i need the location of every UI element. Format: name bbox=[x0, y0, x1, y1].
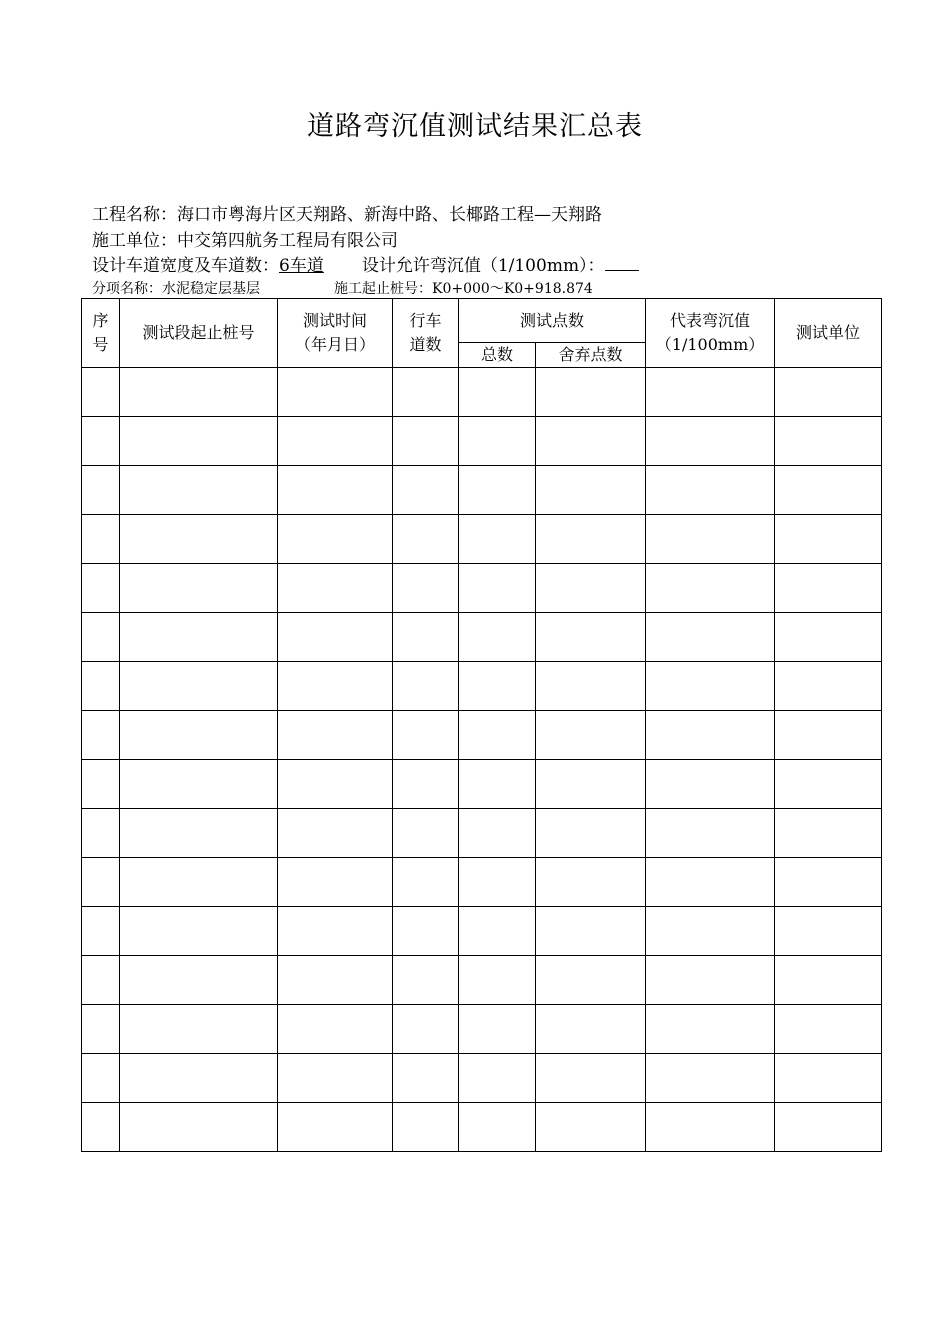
table-cell[interactable] bbox=[536, 711, 646, 760]
table-cell[interactable] bbox=[120, 858, 278, 907]
table-cell[interactable] bbox=[393, 368, 459, 417]
table-cell[interactable] bbox=[82, 417, 120, 466]
lanes-label: 设计车道宽度及车道数： bbox=[92, 256, 279, 276]
table-cell[interactable] bbox=[646, 368, 775, 417]
table-cell[interactable] bbox=[393, 466, 459, 515]
table-cell[interactable] bbox=[120, 1103, 278, 1152]
table-cell[interactable] bbox=[646, 956, 775, 1005]
header-rep-line2: （1/100mm） bbox=[655, 335, 765, 354]
table-cell[interactable] bbox=[459, 907, 536, 956]
header-seq bbox=[82, 299, 120, 368]
header-seq-line1: 序 bbox=[92, 311, 109, 330]
header-points-discard: 舍弃点数 bbox=[536, 343, 646, 368]
contractor-line bbox=[92, 226, 398, 251]
header-unit: 测试单位 bbox=[775, 299, 882, 368]
header-lane bbox=[393, 299, 459, 368]
table-cell[interactable] bbox=[459, 1054, 536, 1103]
table-cell[interactable] bbox=[775, 368, 882, 417]
table-cell[interactable] bbox=[646, 564, 775, 613]
table-row bbox=[82, 1005, 882, 1054]
table-cell[interactable] bbox=[775, 466, 882, 515]
table-row bbox=[82, 417, 882, 466]
header-seq-line2: 号 bbox=[92, 335, 109, 354]
table-row bbox=[82, 711, 882, 760]
table-cell[interactable] bbox=[120, 417, 278, 466]
table-cell[interactable] bbox=[393, 515, 459, 564]
table-cell[interactable] bbox=[775, 956, 882, 1005]
table-row bbox=[82, 368, 882, 417]
table-cell[interactable] bbox=[459, 515, 536, 564]
table-cell[interactable] bbox=[646, 907, 775, 956]
table-cell[interactable] bbox=[278, 907, 393, 956]
table-cell[interactable] bbox=[393, 760, 459, 809]
table-cell[interactable] bbox=[278, 368, 393, 417]
table-row bbox=[82, 1054, 882, 1103]
table-cell[interactable] bbox=[120, 956, 278, 1005]
table-cell[interactable] bbox=[459, 809, 536, 858]
contractor-value: 中交第四航务工程局有限公司 bbox=[177, 231, 398, 251]
table-row bbox=[82, 760, 882, 809]
table-cell[interactable] bbox=[775, 907, 882, 956]
table-cell[interactable] bbox=[646, 1103, 775, 1152]
table-cell[interactable] bbox=[82, 1054, 120, 1103]
table-cell[interactable] bbox=[646, 711, 775, 760]
table-cell[interactable] bbox=[536, 564, 646, 613]
table-row bbox=[82, 956, 882, 1005]
table-cell[interactable] bbox=[646, 760, 775, 809]
table-cell[interactable] bbox=[775, 809, 882, 858]
table-cell[interactable] bbox=[646, 662, 775, 711]
table-body bbox=[82, 368, 882, 1152]
table-cell[interactable] bbox=[459, 858, 536, 907]
header-rep-line1: 代表弯沉值 bbox=[670, 311, 751, 330]
table-cell[interactable] bbox=[120, 368, 278, 417]
table-cell[interactable] bbox=[82, 564, 120, 613]
table-cell[interactable] bbox=[775, 711, 882, 760]
table-cell[interactable] bbox=[278, 711, 393, 760]
table-row bbox=[82, 907, 882, 956]
table-cell[interactable] bbox=[278, 662, 393, 711]
table-cell[interactable] bbox=[646, 858, 775, 907]
header-lane-line2: 道数 bbox=[409, 335, 442, 354]
table-cell[interactable] bbox=[82, 711, 120, 760]
table-cell[interactable] bbox=[536, 466, 646, 515]
table-cell[interactable] bbox=[393, 956, 459, 1005]
table-cell[interactable] bbox=[459, 564, 536, 613]
table-row bbox=[82, 515, 882, 564]
table-cell[interactable] bbox=[459, 1005, 536, 1054]
table-cell[interactable] bbox=[393, 858, 459, 907]
table-cell[interactable] bbox=[278, 858, 393, 907]
table-cell[interactable] bbox=[82, 613, 120, 662]
table-cell[interactable] bbox=[278, 760, 393, 809]
table-cell[interactable] bbox=[459, 466, 536, 515]
table-cell[interactable] bbox=[646, 1005, 775, 1054]
table-cell[interactable] bbox=[278, 613, 393, 662]
table-cell[interactable] bbox=[536, 956, 646, 1005]
table-row bbox=[82, 662, 882, 711]
table-cell[interactable] bbox=[775, 858, 882, 907]
station-value: K0+000～K0+918.874 bbox=[432, 281, 593, 297]
lanes-value: 6车道 bbox=[279, 256, 324, 276]
table-row bbox=[82, 858, 882, 907]
table-cell[interactable] bbox=[536, 417, 646, 466]
table-cell[interactable] bbox=[775, 1005, 882, 1054]
table-cell[interactable] bbox=[775, 662, 882, 711]
table-cell[interactable] bbox=[459, 711, 536, 760]
table-cell[interactable] bbox=[278, 564, 393, 613]
table-cell[interactable] bbox=[775, 1103, 882, 1152]
table-cell[interactable] bbox=[393, 1005, 459, 1054]
table-cell[interactable] bbox=[82, 466, 120, 515]
table-cell[interactable] bbox=[120, 662, 278, 711]
table-cell[interactable] bbox=[120, 515, 278, 564]
table-cell[interactable] bbox=[82, 956, 120, 1005]
table-row bbox=[82, 1103, 882, 1152]
table-cell[interactable] bbox=[82, 368, 120, 417]
table-cell[interactable] bbox=[278, 466, 393, 515]
table-cell[interactable] bbox=[775, 515, 882, 564]
table-cell[interactable] bbox=[120, 760, 278, 809]
table-cell[interactable] bbox=[82, 1005, 120, 1054]
table-cell[interactable] bbox=[120, 466, 278, 515]
table-cell[interactable] bbox=[775, 613, 882, 662]
table-cell[interactable] bbox=[82, 858, 120, 907]
table-cell[interactable] bbox=[459, 417, 536, 466]
table-cell[interactable] bbox=[536, 907, 646, 956]
project-name-value: 海口市粤海片区天翔路、新海中路、长椰路工程—天翔路 bbox=[177, 205, 602, 225]
project-name-line bbox=[92, 200, 602, 225]
table-cell[interactable] bbox=[459, 760, 536, 809]
table-cell[interactable] bbox=[459, 956, 536, 1005]
header-points: 测试点数 bbox=[459, 299, 646, 343]
lanes-line bbox=[92, 251, 639, 276]
allow-deflection-blank bbox=[605, 253, 639, 271]
table-row bbox=[82, 564, 882, 613]
table-cell[interactable] bbox=[775, 1054, 882, 1103]
header-time-line1: 测试时间 bbox=[302, 311, 367, 330]
table-cell[interactable] bbox=[393, 564, 459, 613]
allow-deflection-label: 设计允许弯沉值（1/100mm）： bbox=[361, 256, 605, 276]
table-cell[interactable] bbox=[775, 564, 882, 613]
table-cell[interactable] bbox=[393, 907, 459, 956]
table-cell[interactable] bbox=[393, 1103, 459, 1152]
table-cell[interactable] bbox=[536, 368, 646, 417]
header-points-total: 总数 bbox=[459, 343, 536, 368]
station-label: 施工起止桩号： bbox=[334, 281, 432, 297]
header-representative bbox=[646, 299, 775, 368]
sub-item-label: 分项名称： bbox=[92, 281, 162, 297]
header-lane-line1: 行车 bbox=[409, 311, 442, 330]
table-cell[interactable] bbox=[393, 711, 459, 760]
table-cell[interactable] bbox=[459, 662, 536, 711]
contractor-label: 施工单位： bbox=[92, 231, 177, 251]
table-cell[interactable] bbox=[459, 613, 536, 662]
table-cell[interactable] bbox=[120, 809, 278, 858]
header-time bbox=[278, 299, 393, 368]
table-cell[interactable] bbox=[536, 1103, 646, 1152]
table-cell[interactable] bbox=[82, 809, 120, 858]
table-cell[interactable] bbox=[536, 613, 646, 662]
table-cell[interactable] bbox=[775, 760, 882, 809]
header-time-line2: （年月日） bbox=[294, 335, 375, 354]
table-cell[interactable] bbox=[82, 760, 120, 809]
table-cell[interactable] bbox=[278, 1054, 393, 1103]
table-cell[interactable] bbox=[120, 1005, 278, 1054]
table-cell[interactable] bbox=[459, 1103, 536, 1152]
table-cell[interactable] bbox=[536, 662, 646, 711]
table-cell[interactable] bbox=[393, 809, 459, 858]
table-cell[interactable] bbox=[775, 417, 882, 466]
table-cell[interactable] bbox=[278, 417, 393, 466]
table-cell[interactable] bbox=[120, 907, 278, 956]
page-title: 道路弯沉值测试结果汇总表 bbox=[307, 111, 643, 142]
table-cell[interactable] bbox=[82, 662, 120, 711]
table-cell[interactable] bbox=[120, 564, 278, 613]
table-cell[interactable] bbox=[278, 515, 393, 564]
table-cell[interactable] bbox=[646, 515, 775, 564]
table-cell[interactable] bbox=[536, 809, 646, 858]
table-cell[interactable] bbox=[82, 907, 120, 956]
table-cell[interactable] bbox=[646, 1054, 775, 1103]
table-cell[interactable] bbox=[536, 1005, 646, 1054]
table-cell[interactable] bbox=[393, 417, 459, 466]
table-cell[interactable] bbox=[536, 1054, 646, 1103]
sub-item-value: 水泥稳定层基层 bbox=[162, 281, 260, 297]
table-cell[interactable] bbox=[536, 760, 646, 809]
table-cell[interactable] bbox=[646, 417, 775, 466]
project-name-label: 工程名称： bbox=[92, 205, 177, 225]
sub-item-line bbox=[92, 278, 593, 298]
table-cell[interactable] bbox=[536, 515, 646, 564]
table-cell[interactable] bbox=[646, 466, 775, 515]
results-table bbox=[81, 298, 882, 1152]
table-cell[interactable] bbox=[120, 1054, 278, 1103]
table-cell[interactable] bbox=[536, 858, 646, 907]
header-section: 测试段起止桩号 bbox=[120, 299, 278, 368]
table-cell[interactable] bbox=[278, 1103, 393, 1152]
table-cell[interactable] bbox=[393, 613, 459, 662]
table-cell[interactable] bbox=[646, 809, 775, 858]
table-cell[interactable] bbox=[82, 1103, 120, 1152]
table-cell[interactable] bbox=[393, 1054, 459, 1103]
table-cell[interactable] bbox=[459, 368, 536, 417]
table-cell[interactable] bbox=[120, 711, 278, 760]
table-cell[interactable] bbox=[278, 1005, 393, 1054]
table-cell[interactable] bbox=[120, 613, 278, 662]
table-row bbox=[82, 809, 882, 858]
table-cell[interactable] bbox=[82, 515, 120, 564]
table-row bbox=[82, 466, 882, 515]
table-cell[interactable] bbox=[278, 956, 393, 1005]
table-cell[interactable] bbox=[393, 662, 459, 711]
table-cell[interactable] bbox=[278, 809, 393, 858]
table-cell[interactable] bbox=[646, 613, 775, 662]
table-row bbox=[82, 613, 882, 662]
